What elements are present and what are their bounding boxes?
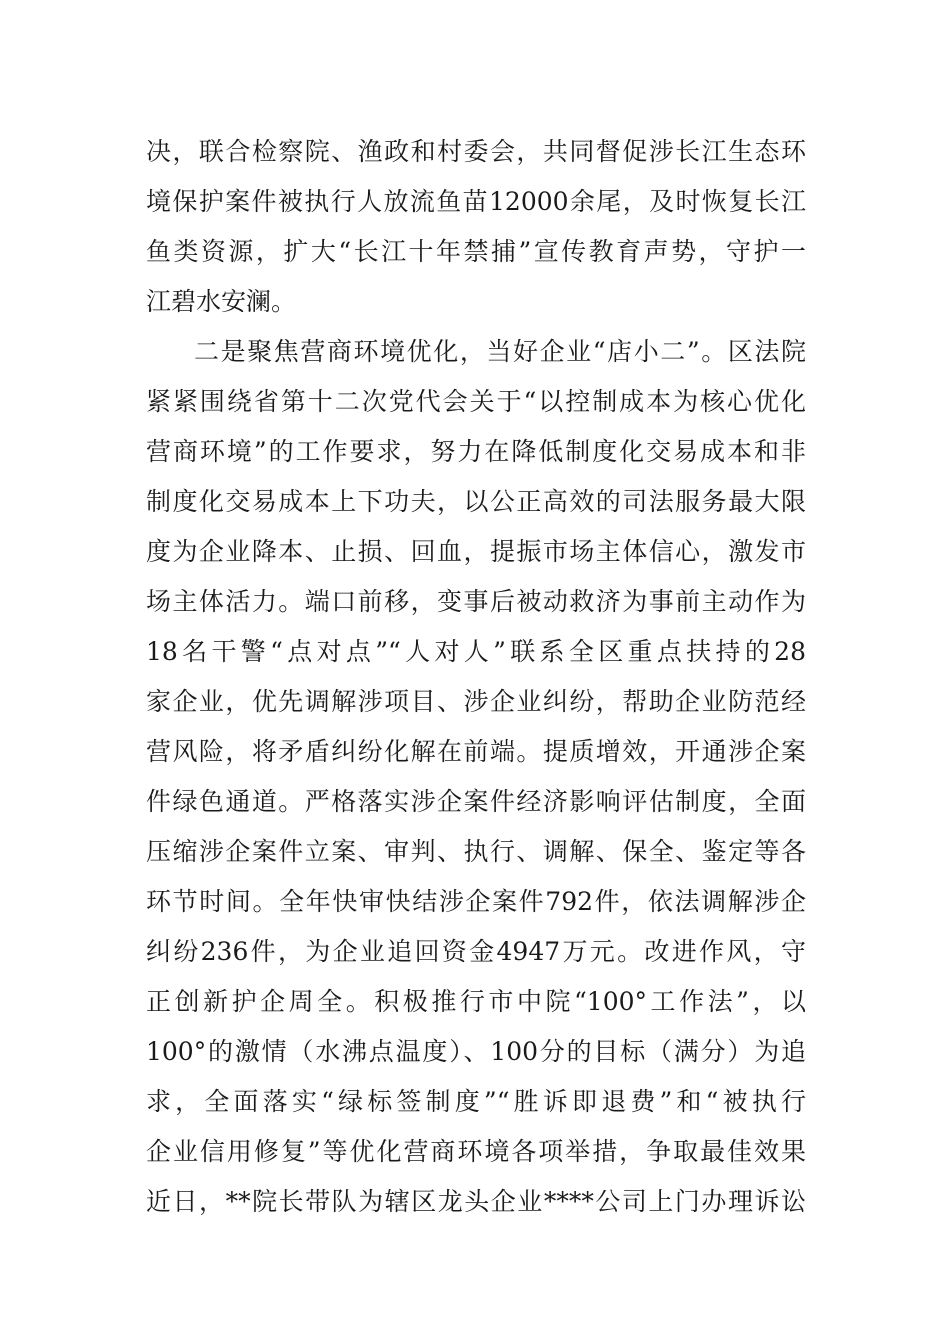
text-line: 正创新护企周全。积极推行市中院“100°工作法”，以 bbox=[146, 987, 806, 1016]
text-line: 求，全面落实“绿标签制度”“胜诉即退费”和“被执行 bbox=[146, 1087, 806, 1116]
text-line: 18名干警“点对点”“人对人”联系全区重点扶持的28 bbox=[146, 637, 806, 666]
text-line: 度为企业降本、止损、回血，提振市场主体信心，激发市 bbox=[146, 537, 806, 566]
text-line: 场主体活力。端口前移，变事后被动救济为事前主动作为 bbox=[146, 587, 806, 616]
text-line: 境保护案件被执行人放流鱼苗12000余尾，及时恢复长江 bbox=[146, 187, 806, 216]
paragraph-first-line: 二是聚焦营商环境优化，当好企业“店小二”。区法院 bbox=[194, 337, 806, 366]
text-line: 压缩涉企案件立案、审判、执行、调解、保全、鉴定等各 bbox=[146, 837, 806, 866]
text-line: 江碧水安澜。 bbox=[146, 287, 297, 316]
text-line: 家企业，优先调解涉项目、涉企业纠纷，帮助企业防范经 bbox=[146, 687, 806, 716]
text-line: 制度化交易成本上下功夫，以公正高效的司法服务最大限 bbox=[146, 487, 806, 516]
text-line: 100°的激情（水沸点温度）、100分的目标（满分）为追 bbox=[146, 1037, 806, 1066]
text-line: 企业信用修复”等优化营商环境各项举措，争取最佳效果 bbox=[146, 1137, 806, 1166]
text-line: 环节时间。全年快审快结涉企案件792件，依法调解涉企 bbox=[146, 887, 806, 916]
text-line: 件绿色通道。严格落实涉企案件经济影响评估制度，全面 bbox=[146, 787, 806, 816]
text-line: 决，联合检察院、渔政和村委会，共同督促涉长江生态环 bbox=[146, 137, 806, 166]
text-line: 营风险，将矛盾纠纷化解在前端。提质增效，开通涉企案 bbox=[146, 737, 806, 766]
text-line: 紧紧围绕省第十二次党代会关于“以控制成本为核心优化 bbox=[146, 387, 806, 416]
text-line: 纠纷236件，为企业追回资金4947万元。改进作风，守 bbox=[146, 937, 806, 966]
text-line: 鱼类资源，扩大“长江十年禁捕”宣传教育声势，守护一 bbox=[146, 237, 806, 266]
text-line: 近日，**院长带队为辖区龙头企业****公司上门办理诉讼 bbox=[146, 1187, 806, 1216]
text-line: 营商环境”的工作要求，努力在降低制度化交易成本和非 bbox=[146, 437, 806, 466]
